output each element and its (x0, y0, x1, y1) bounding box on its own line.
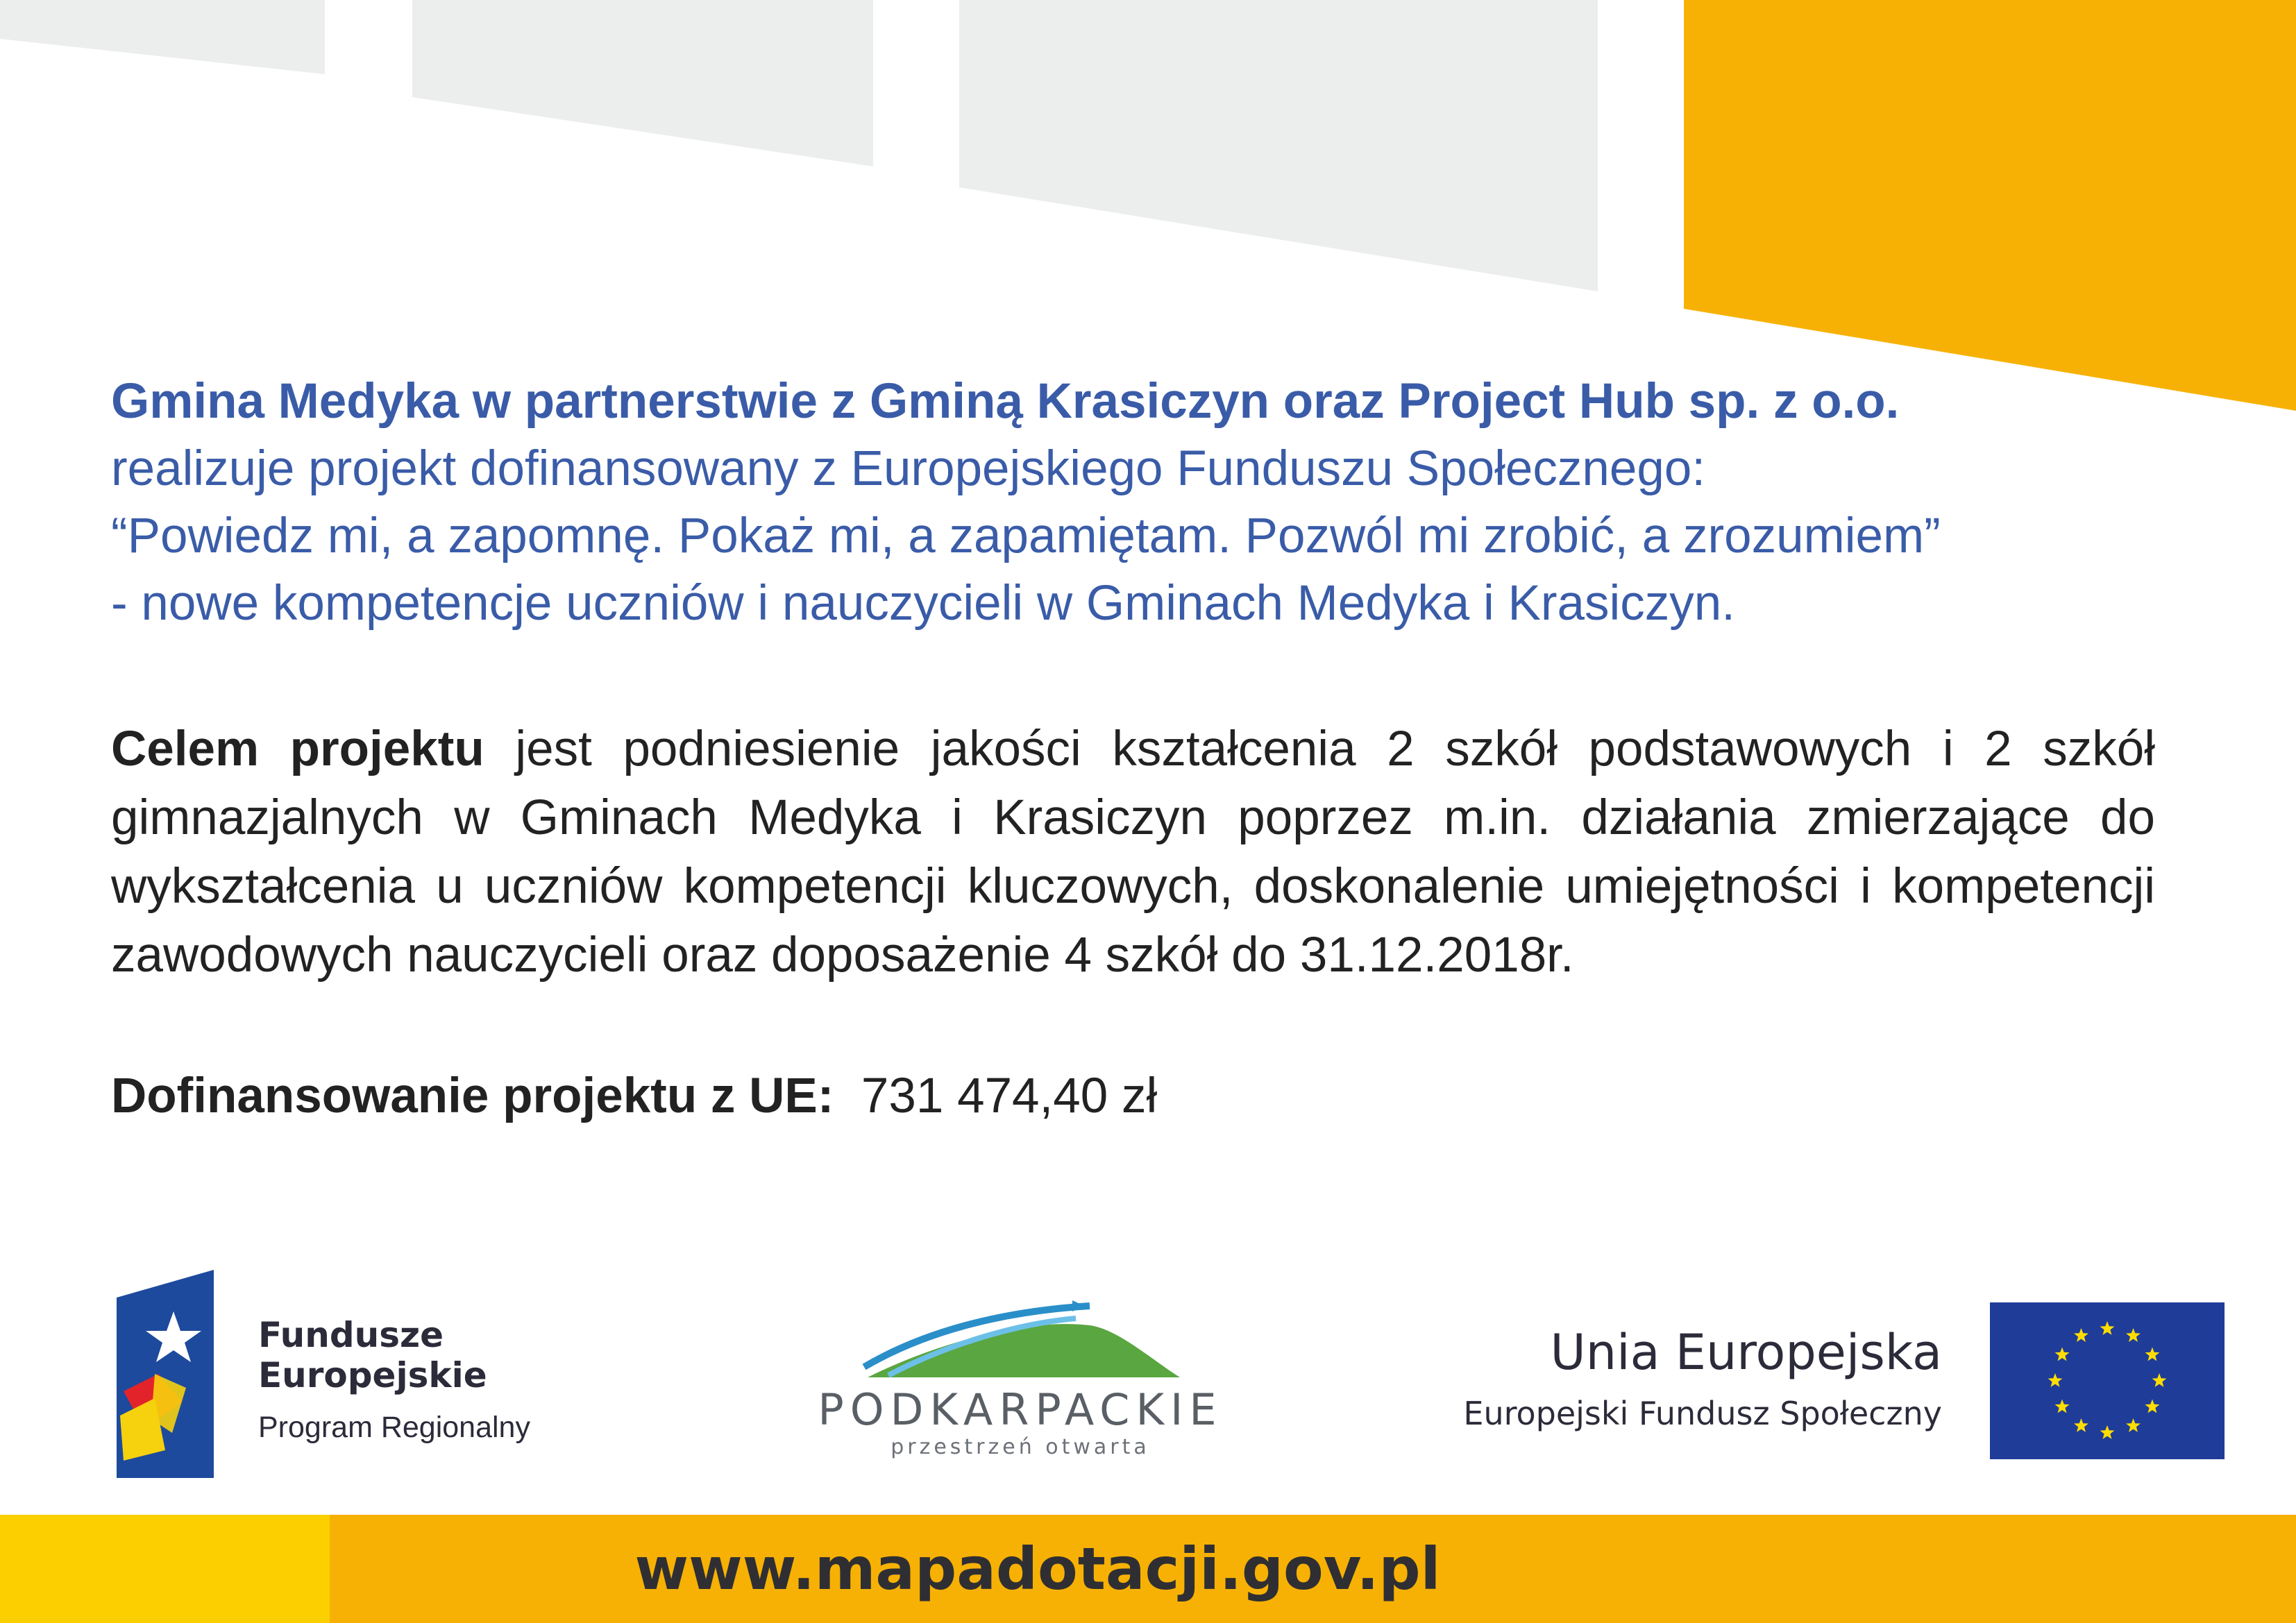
podkarpackie-tagline: przestrzeń otwarta (890, 1435, 1150, 1459)
fe-title-line2: Europejskie (258, 1355, 487, 1395)
fundusze-europejskie-title (258, 1315, 487, 1395)
goal-text: jest podniesienie jakości kształcenia 2 szkół podstawowych i 2 szkół gimnazjalnych w Gminach Medyka i Krasiczyn poprzez m.in. działania zmierzające do wykształcenia u uczniów kompetencji kluczowych, doskonalenie umiejętności i kompetencji zawodowych nauczycieli oraz doposażenie 4 szkół do 31.12.2018r. (111, 722, 2156, 983)
funding-label: Dofinansowanie projektu z UE: (111, 1069, 834, 1123)
fe-title-line1: Fundusze (258, 1315, 444, 1355)
fundusze-europejskie-flag-icon (117, 1270, 228, 1478)
partner-line: Gmina Medyka w partnerstwie z Gminą Krasiczyn oraz Project Hub sp. z o.o. (111, 374, 1900, 429)
eu-title: Unia Europejska (1550, 1324, 1942, 1381)
gray-band-1 (0, 0, 325, 74)
podkarpackie-name: PODKARPACKIE (818, 1384, 1223, 1435)
eu-flag-icon (1990, 1302, 2225, 1459)
top-decoration (0, 0, 2296, 416)
footer-yellow-bar (0, 1515, 330, 1623)
footer-url-link[interactable]: www.mapadotacji.gov.pl (634, 1535, 1441, 1603)
funding-amount: 731 474,40 zł (861, 1069, 1158, 1123)
funding-line (111, 1062, 1157, 1130)
project-intro (111, 368, 2193, 637)
gray-band-3 (959, 0, 1598, 291)
podkarpackie-hills-icon (861, 1298, 1180, 1381)
goal-label: Celem projektu (111, 722, 484, 776)
orange-band (1684, 0, 2296, 411)
project-title-quote: “Powiedz mi, a zapomnę. Pokaż mi, a zapamiętam. Pozwól mi zrobić, a zrozumiem” (111, 509, 1941, 563)
project-title-subtitle: - nowe kompetencje uczniów i nauczycieli w Gminach Medyka i Krasiczyn. (111, 576, 1735, 631)
project-goal-paragraph (111, 715, 2155, 989)
intro-line-2: realizuje projekt dofinansowany z Europejskiego Funduszu Społecznego: (111, 441, 1706, 496)
fundusze-program-label: Program Regionalny (258, 1411, 530, 1444)
gray-band-2 (412, 0, 873, 167)
eu-fund-label: Europejski Fundusz Społeczny (1463, 1395, 1942, 1432)
